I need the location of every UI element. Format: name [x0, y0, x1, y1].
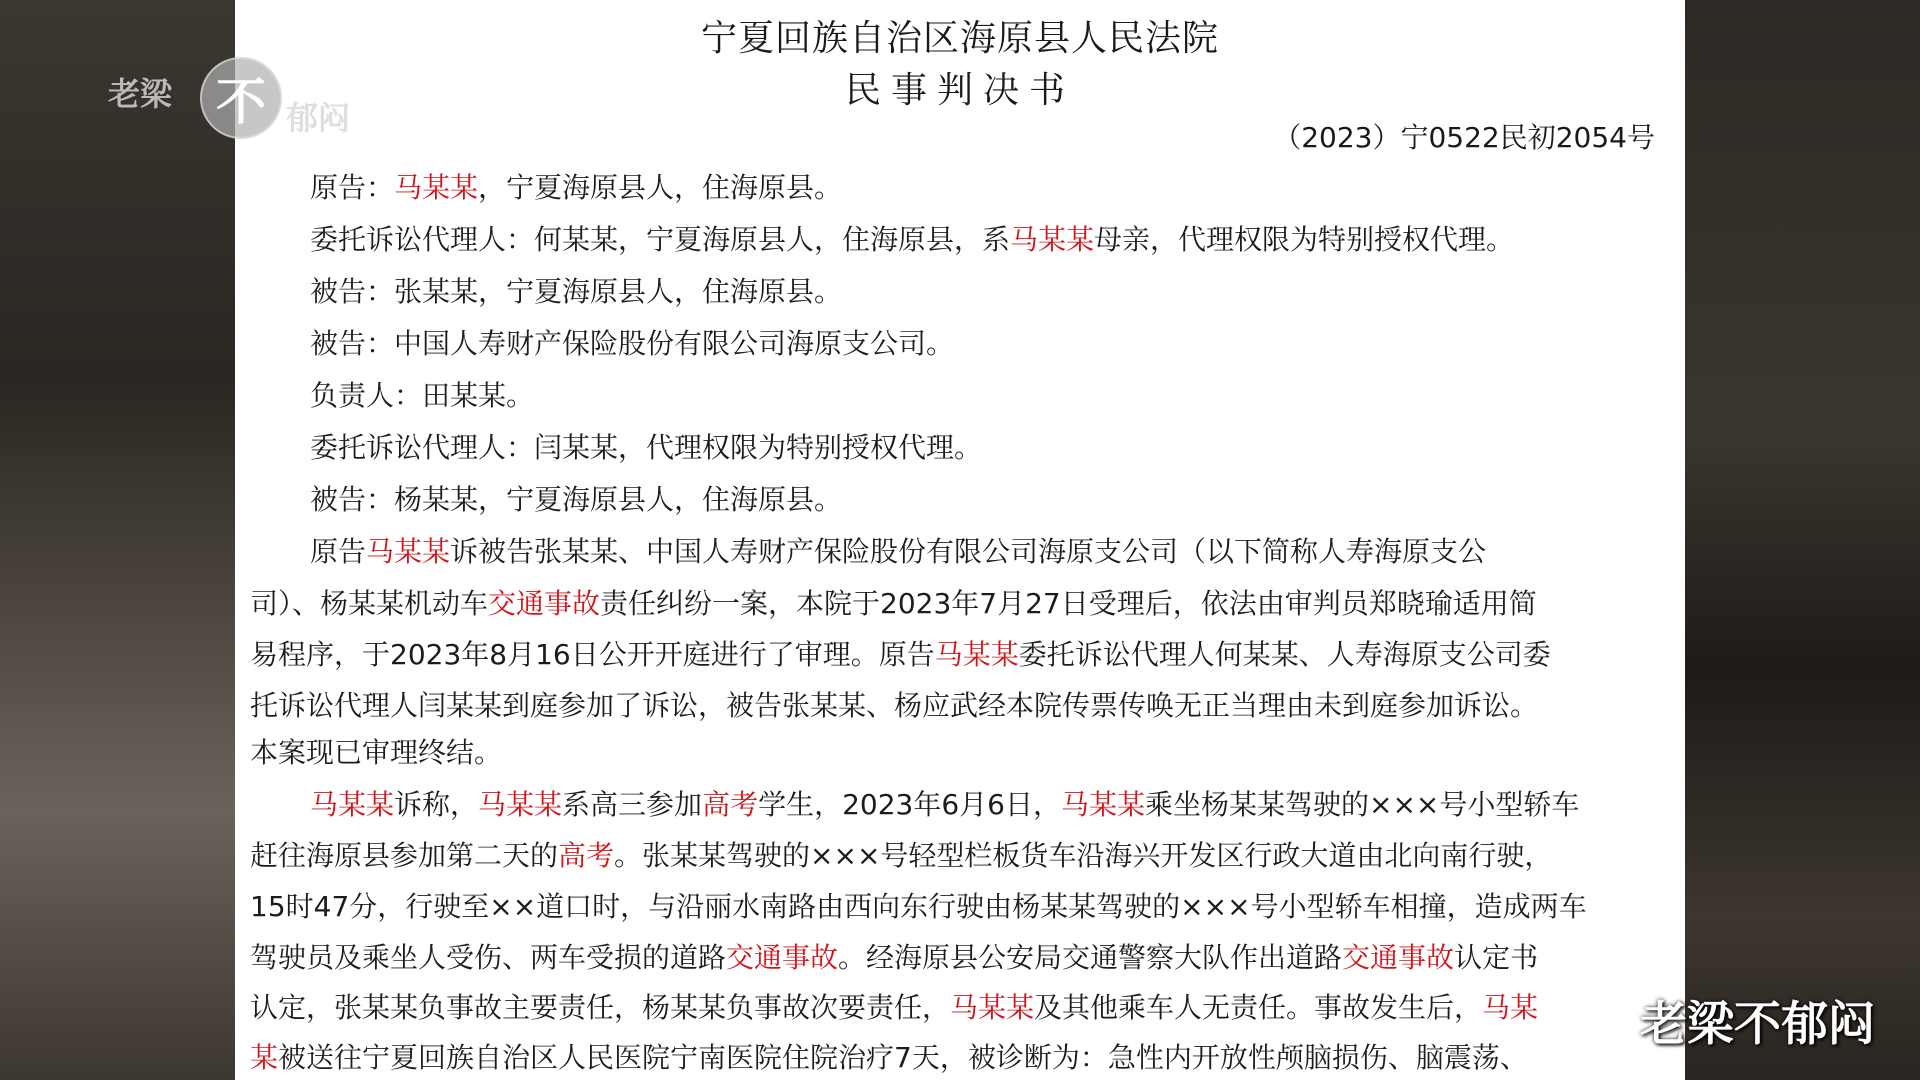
- highlight-segment: 马某某: [1060, 788, 1145, 821]
- text-segment: 被告：张某某，宁夏海原县人，住海原县。: [310, 275, 843, 308]
- text-segment: 司）、杨某某机动车: [250, 587, 489, 620]
- watermark-circle-icon: 不: [200, 57, 282, 139]
- text-segment: ，宁夏海原县人，住海原县。: [478, 171, 843, 204]
- text-segment: 被告：中国人寿财产保险股份有限公司海原支公司。: [310, 327, 955, 360]
- document-type-title: 民事判决书: [844, 70, 1075, 111]
- court-title: 宁夏回族自治区海原县人民法院: [700, 18, 1219, 59]
- text-segment: 委托诉讼代理人：何某某，宁夏海原县人，住海原县，系: [310, 223, 1011, 256]
- watermark-bottom-right: 老梁不郁闷: [1640, 997, 1875, 1052]
- highlight-segment: 马某某: [366, 535, 451, 568]
- highlight-segment: 高考: [702, 788, 759, 821]
- highlight-segment: 马某某: [478, 788, 563, 821]
- case-number: （2023）宁0522民初2054号: [1273, 121, 1655, 154]
- text-segment: 被告：杨某某，宁夏海原县人，住海原县。: [310, 483, 843, 516]
- body-line: [250, 990, 1538, 1026]
- highlight-segment: 马某: [1482, 991, 1539, 1024]
- body-line: [310, 326, 954, 362]
- body-line: [250, 735, 502, 771]
- highlight-segment: 马某某: [310, 788, 395, 821]
- highlight-segment: 交通事故: [726, 941, 839, 974]
- text-segment: 赶往海原县参加第二天的: [250, 839, 559, 872]
- body-line: [250, 1040, 1528, 1076]
- body-line: [310, 170, 842, 206]
- text-segment: 本案现已审理终结。: [250, 736, 503, 769]
- highlight-segment: 马某某: [950, 991, 1035, 1024]
- body-line: [310, 787, 1579, 823]
- body-line: [310, 430, 982, 466]
- body-line: [250, 838, 1552, 874]
- text-segment: 学生，2023年6月6日，: [758, 788, 1061, 821]
- text-segment: 驾驶员及乘坐人受伤、两车受损的道路: [250, 941, 727, 974]
- text-segment: 及其他乘车人无责任。事故发生后，: [1034, 991, 1483, 1024]
- text-segment: 系高三参加: [562, 788, 703, 821]
- text-segment: 乘坐杨某某驾驶的×××号小型轿车: [1144, 788, 1580, 821]
- body-line: [250, 940, 1538, 976]
- body-line: [310, 274, 842, 310]
- highlight-segment: 某: [250, 1041, 279, 1074]
- text-segment: 15时47分，行驶至××道口时，与沿丽水南路由西向东行驶由杨某某驾驶的×××号小型轿车相撞，造成两车: [250, 890, 1587, 923]
- text-segment: 委托诉讼代理人：闫某某，代理权限为特别授权代理。: [310, 431, 983, 464]
- body-line: [310, 222, 1514, 258]
- highlight-segment: 马某某: [1010, 223, 1095, 256]
- watermark-right-text: 郁闷: [286, 99, 351, 137]
- highlight-segment: 交通事故: [488, 587, 601, 620]
- text-segment: 原告: [310, 535, 367, 568]
- text-segment: 母亲，代理权限为特别授权代理。: [1094, 223, 1515, 256]
- text-segment: 认定，张某某负事故主要责任，杨某某负事故次要责任，: [250, 991, 951, 1024]
- background-left: [0, 0, 235, 1080]
- text-segment: 诉称，: [394, 788, 479, 821]
- body-line: [310, 534, 1486, 570]
- text-segment: 易程序，于2023年8月16日公开开庭进行了审理。原告: [250, 638, 935, 671]
- body-line: [250, 586, 1537, 622]
- body-line: [310, 378, 534, 414]
- text-segment: 认定书: [1454, 941, 1539, 974]
- background-right: [1685, 0, 1920, 1080]
- text-segment: 原告：: [310, 171, 395, 204]
- text-segment: 。经海原县公安局交通警察大队作出道路: [838, 941, 1343, 974]
- body-line: [310, 482, 842, 518]
- text-segment: 托诉讼代理人闫某某到庭参加了诉讼，被告张某某、杨应武经本院传票传唤无正当理由未到庭参加诉讼。: [250, 689, 1539, 722]
- text-segment: 责任纠纷一案，本院于2023年7月27日受理后，依法由审判员郑晓瑜适用简: [600, 587, 1537, 620]
- highlight-segment: 马某某: [394, 171, 479, 204]
- text-segment: 被送往宁夏回族自治区人民医院宁南医院住院治疗7天，被诊断为：急性内开放性颅脑损伤、脑震荡、: [278, 1041, 1528, 1074]
- text-segment: 诉被告张某某、中国人寿财产保险股份有限公司海原支公司（以下简称人寿海原支公: [450, 535, 1487, 568]
- highlight-segment: 高考: [558, 839, 615, 872]
- text-segment: 。张某某驾驶的×××号轻型栏板货车沿海兴开发区行政大道由北向南行驶，: [614, 839, 1553, 872]
- body-line: [250, 637, 1551, 673]
- watermark-logo: [108, 55, 378, 150]
- judgment-document: [235, 0, 1685, 1080]
- body-line: [250, 889, 1587, 925]
- highlight-segment: 交通事故: [1342, 941, 1455, 974]
- text-segment: 委托诉讼代理人何某某、人寿海原支公司委: [1018, 638, 1551, 671]
- body-line: [250, 688, 1538, 724]
- watermark-left-text: 老梁: [108, 75, 173, 113]
- highlight-segment: 马某某: [934, 638, 1019, 671]
- text-segment: 负责人：田某某。: [310, 379, 535, 412]
